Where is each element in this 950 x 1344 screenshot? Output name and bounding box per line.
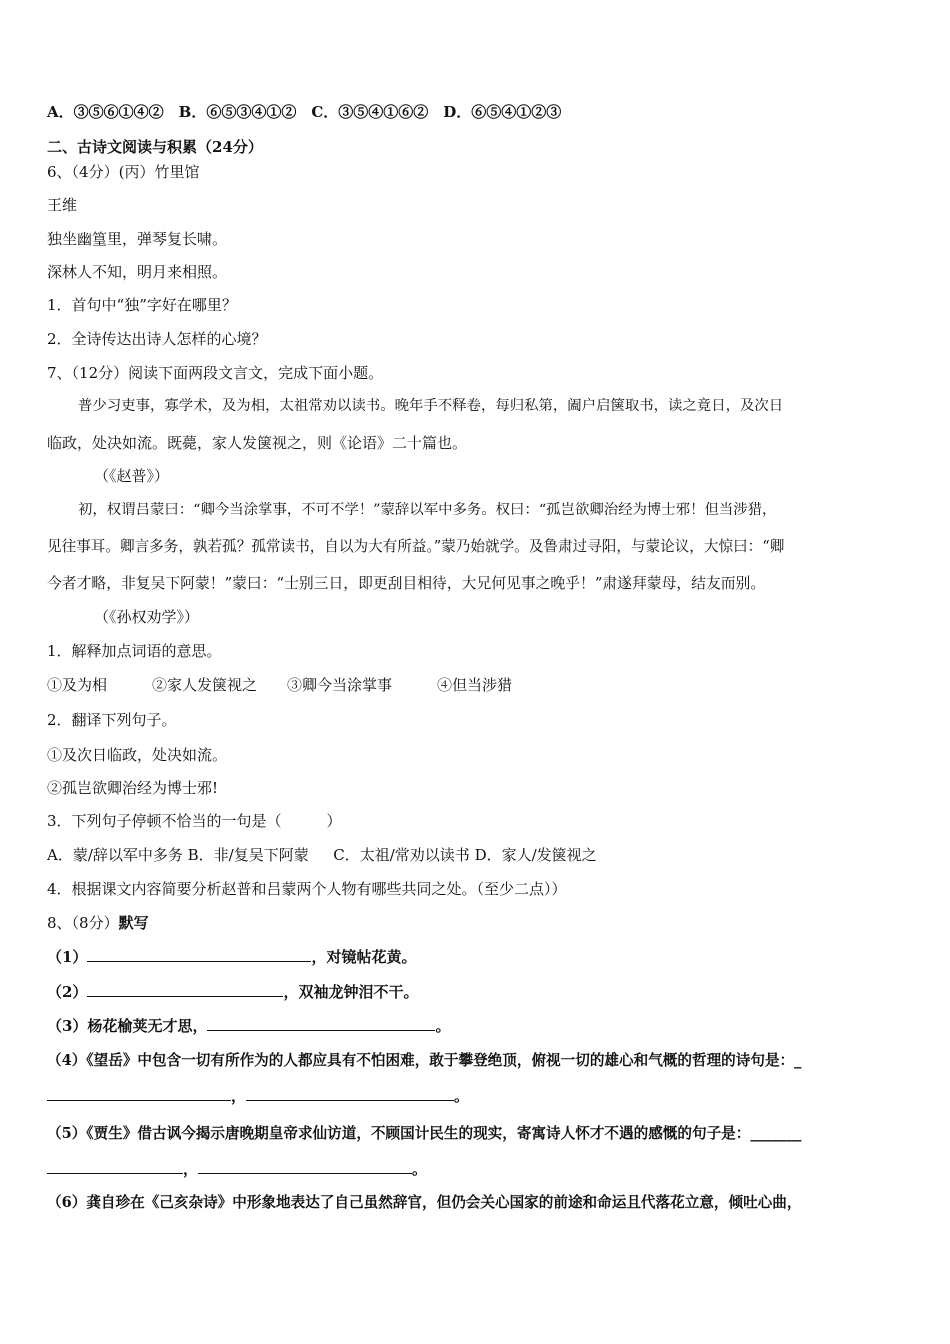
q7-sub-2: 2．翻译下列句子。 [47, 711, 177, 729]
q8-item-4-comma: ， [231, 1087, 247, 1105]
q8-item-4: （4）《望岳》中包含一切有所作为的人都应具有不怕困难，敢于攀登绝顶，俯视一切的雄心和气概的哲理的诗句是：_ [47, 1052, 802, 1069]
answer-blank-4b[interactable] [246, 1086, 454, 1101]
poem-line-1: 独坐幽篁里，弹琴复长啸。 [47, 230, 228, 248]
q8-item-4-answer [47, 1086, 469, 1106]
section2-title: 二、古诗文阅读与积累（24分） [47, 138, 263, 156]
passage2-line1: 初，权谓吕蒙曰：“卿今当涂掌事，不可不学！”蒙辞以军中多务。权曰：“孤岂欲卿治经为博士邪！但当涉猎， [78, 502, 777, 518]
q6-header: 6、（4分）(丙）竹里馆 [47, 163, 200, 181]
q8-header [47, 913, 149, 933]
answer-blank-1[interactable] [87, 947, 311, 962]
q8-header-label: 默写 [118, 914, 149, 932]
answer-blank-5b[interactable] [198, 1159, 412, 1174]
q7-sub-3-options: A．蒙/辞以军中多务 B．非/复吴下阿蒙 C．太祖/常劝以读书 D．家人/发箧视之 [47, 846, 597, 864]
q7-sub-2-a: ①及次日临政，处决如流。 [47, 746, 228, 764]
q8-item-1-number: （1） [47, 948, 88, 966]
passage1-line2: 临政，处决如流。既薨，家人发箧视之，则《论语》二十篇也。 [47, 434, 468, 452]
q8-item-4-end: 。 [454, 1087, 470, 1105]
q6-sub-2: 2．全诗传达出诗人怎样的心境？ [47, 330, 267, 348]
answer-blank-4a[interactable] [47, 1086, 231, 1101]
q8-item-5-comma: ， [183, 1160, 199, 1178]
q6-sub-1: 1．首句中“独”字好在哪里？ [47, 296, 237, 314]
q5-options: A．③⑤⑥①④② B．⑥⑤③④①② C．③⑤④①⑥② D．⑥⑤④①②③ [47, 103, 562, 121]
q8-header-score: 8、（8分） [47, 914, 119, 932]
q8-item-2-number: （2） [47, 983, 88, 1001]
q8-item-5: （5）《贾生》借古讽今揭示唐晚期皇帝求仙访道，不顾国计民生的现实，寄寓诗人怀才不遇的感慨的句子是：_______ [47, 1125, 802, 1142]
passage2-source: （《孙权劝学》） [94, 608, 200, 626]
passage2-line3: 今者才略，非复吴下阿蒙！”蒙曰：“士别三日，即更刮目相待，大兄何见事之晚乎！”肃遂拜蒙母，结友而别。 [47, 575, 766, 592]
q7-sub-4: 4．根据课文内容简要分析赵普和吕蒙两个人物有哪些共同之处。（至少二点）） [47, 880, 567, 898]
passage1-source: （《赵普》） [94, 467, 170, 485]
q8-item-3-post: 。 [435, 1017, 451, 1035]
q7-sub-3: 3．下列句子停顿不恰当的一句是（ ） [47, 812, 342, 830]
q7-header: 7、（12分）阅读下面两段文言文，完成下面小题。 [47, 364, 384, 382]
q8-item-5-end: 。 [412, 1160, 428, 1178]
passage1-line1: 普少习吏事，寡学术，及为相，太祖常劝以读书。晚年手不释卷，每归私第，阖户启箧取书，读之竟日，及次日 [78, 398, 784, 414]
q8-item-3 [47, 1016, 450, 1036]
q8-item-6: （6）龚自珍在《己亥杂诗》中形象地表达了自己虽然辞官，但仍会关心国家的前途和命运且代落花立意，倾吐心曲， [47, 1194, 802, 1211]
q7-sub-1: 1．解释加点词语的意思。 [47, 642, 222, 660]
q8-item-3-pre: （3）杨花榆荚无才思， [47, 1017, 208, 1035]
answer-blank-2[interactable] [87, 982, 283, 997]
q7-sub-2-b: ②孤岂欲卿治经为博士邪! [47, 779, 219, 797]
poem-line-2: 深林人不知，明月来相照。 [47, 263, 228, 281]
q8-item-1 [47, 947, 416, 967]
poem-author: 王维 [47, 196, 78, 214]
q8-item-1-text: ，对镜帖花黄。 [311, 948, 417, 966]
q8-item-5-answer [47, 1159, 427, 1179]
answer-blank-3[interactable] [207, 1016, 435, 1031]
q8-item-2-text: ，双袖龙钟泪不干。 [283, 983, 419, 1001]
q8-item-2 [47, 982, 418, 1002]
passage2-line2: 见往事耳。卿言多务，孰若孤？孤常读书，自以为大有所益。”蒙乃始就学。及鲁肃过寻阳，与蒙论议，大惊曰：“卿 [47, 538, 785, 555]
answer-blank-5a[interactable] [47, 1159, 183, 1174]
q7-sub-1-options: ①及为相 ②家人发箧视之 ③卿今当涂掌事 ④但当涉猎 [47, 676, 513, 694]
